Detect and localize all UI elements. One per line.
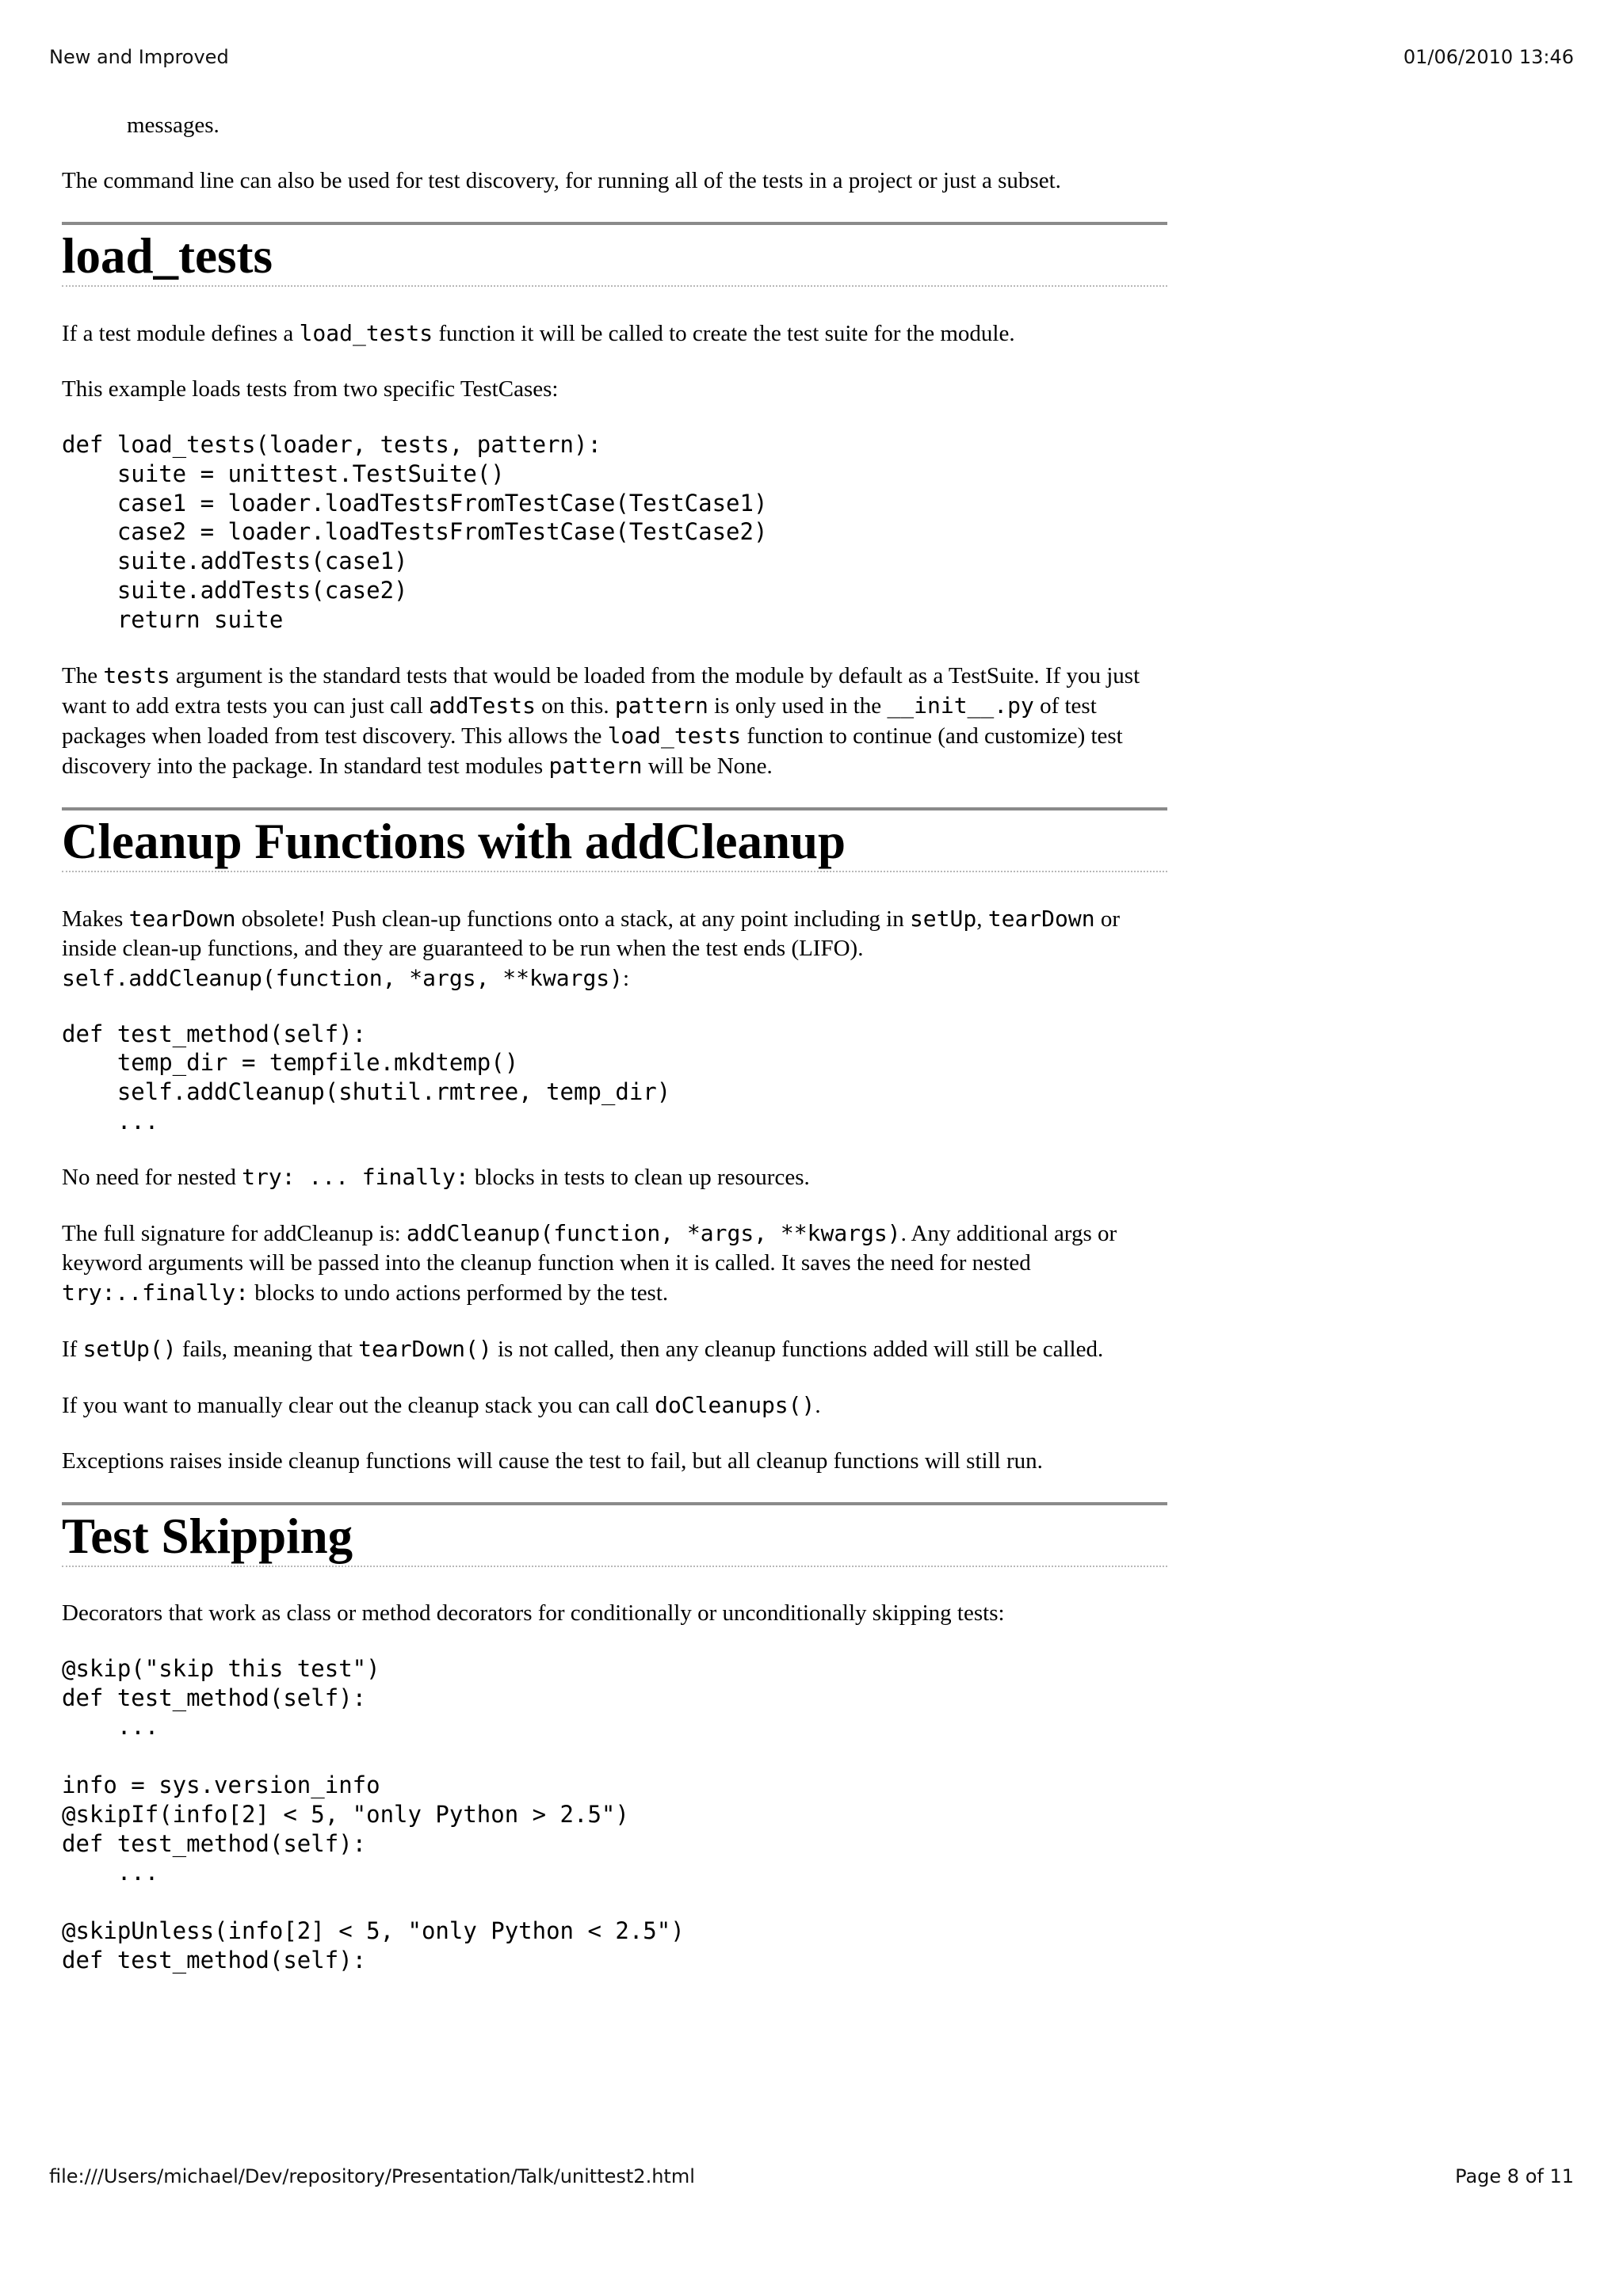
cleanup-signature-paragraph: The full signature for addCleanup is: addCleanup(function, *args, **kwargs). Any additional args or keyword arguments will be passed into the cleanup function when it is called. It saves the need for nested try:..finally: blocks to undo actions performed by the test. [62, 1219, 1117, 1306]
skipping-intro-paragraph: Decorators that work as class or method decorators for conditionally or unconditionally skipping tests: [62, 1600, 1005, 1626]
section-heading-cleanup: Cleanup Functions with addCleanup [62, 807, 1167, 872]
inline-code: addTests [429, 692, 536, 719]
page-header-title: New and Improved [49, 46, 229, 68]
section-heading-test-skipping: Test Skipping [62, 1502, 1167, 1567]
cleanup-intro-paragraph: Makes tearDown obsolete! Push clean-up functions onto a stack, at any point including in setUp, tearDown or inside clean-up functions, and they are guaranteed to be run when the test ends (LIFO). self.addCleanup(function, *args, **kwargs): [62, 905, 1121, 991]
section-heading-load-tests: load_tests [62, 222, 1167, 287]
inline-code: pattern [548, 752, 643, 779]
cleanup-docleanups-paragraph: If you want to manually clear out the cleanup stack you can call doCleanups(). [62, 1391, 821, 1418]
inline-code: try: ... finally: [242, 1163, 469, 1190]
document-body [62, 111, 1167, 2001]
inline-code: setUp() [82, 1335, 177, 1362]
code-block-skipping: @skip("skip this test") def test_method(self): ... info = sys.version_info @skipIf(info[2] < 5, "only Python > 2.5") def test_method(self): ... @skipUnless(info[2] < 5, "only Python < 2.5") def test_method(self): [62, 1654, 685, 1974]
cleanup-exceptions-paragraph: Exceptions raises inside cleanup functions will cause the test to fail, but all cleanup functions will still run. [62, 1447, 1043, 1474]
code-block-load-tests: def load_tests(loader, tests, pattern): suite = unittest.TestSuite() case1 = loader.loadTestsFromTestCase(TestCase1) case2 = loader.loadTestsFromTestCase(TestCase2) suite.addTests(case1) suite.addTests(case2) return suite [62, 431, 768, 633]
inline-code: load_tests [299, 320, 433, 346]
inline-code: __init__.py [887, 692, 1034, 719]
load-tests-example-intro: This example loads tests from two specific TestCases: [62, 376, 559, 402]
inline-code: tests [103, 662, 170, 688]
page-footer-path: file:///Users/michael/Dev/repository/Presentation/Talk/unittest2.html [49, 2165, 695, 2187]
inline-code: doCleanups() [655, 1391, 815, 1418]
inline-code: load_tests [607, 722, 742, 749]
inline-code: tearDown() [358, 1335, 492, 1362]
inline-code: setUp [909, 905, 977, 932]
inline-code: addCleanup(function, *args, **kwargs) [406, 1219, 901, 1246]
page-header-datetime: 01/06/2010 13:46 [1403, 46, 1574, 68]
inline-code: tearDown [987, 905, 1095, 932]
inline-code: tearDown [128, 905, 236, 932]
continued-text: messages. [127, 113, 220, 138]
inline-code: try:..finally: [62, 1279, 250, 1306]
cleanup-setup-fails-paragraph: If setUp() fails, meaning that tearDown() is not called, then any cleanup functions added will still be called. [62, 1335, 1104, 1362]
cleanup-nested-try-paragraph: No need for nested try: ... finally: blocks in tests to clean up resources. [62, 1163, 810, 1190]
load-tests-explanation: The tests argument is the standard tests that would be loaded from the module by default as a TestSuite. If you just want to add extra tests you can just call addTests on this. pattern is only used in the __init__.py of test packages when loaded from test discovery. This allows the load_tests function to continue (and customize) test discovery into the package. In standard test modules pattern will be None. [62, 662, 1140, 779]
code-block-cleanup: def test_method(self): temp_dir = tempfile.mkdtemp() self.addCleanup(shutil.rmtree, temp_dir) ... [62, 1020, 671, 1135]
load-tests-intro-paragraph: If a test module defines a load_tests function it will be called to create the test suite for the module. [62, 320, 1015, 346]
command-line-paragraph: The command line can also be used for test discovery, for running all of the tests in a project or just a subset. [62, 168, 1061, 193]
inline-code: pattern [614, 692, 708, 719]
inline-code: self.addCleanup(function, *args, **kwargs) [62, 964, 624, 991]
page-footer-page-number: Page 8 of 11 [1455, 2165, 1574, 2187]
